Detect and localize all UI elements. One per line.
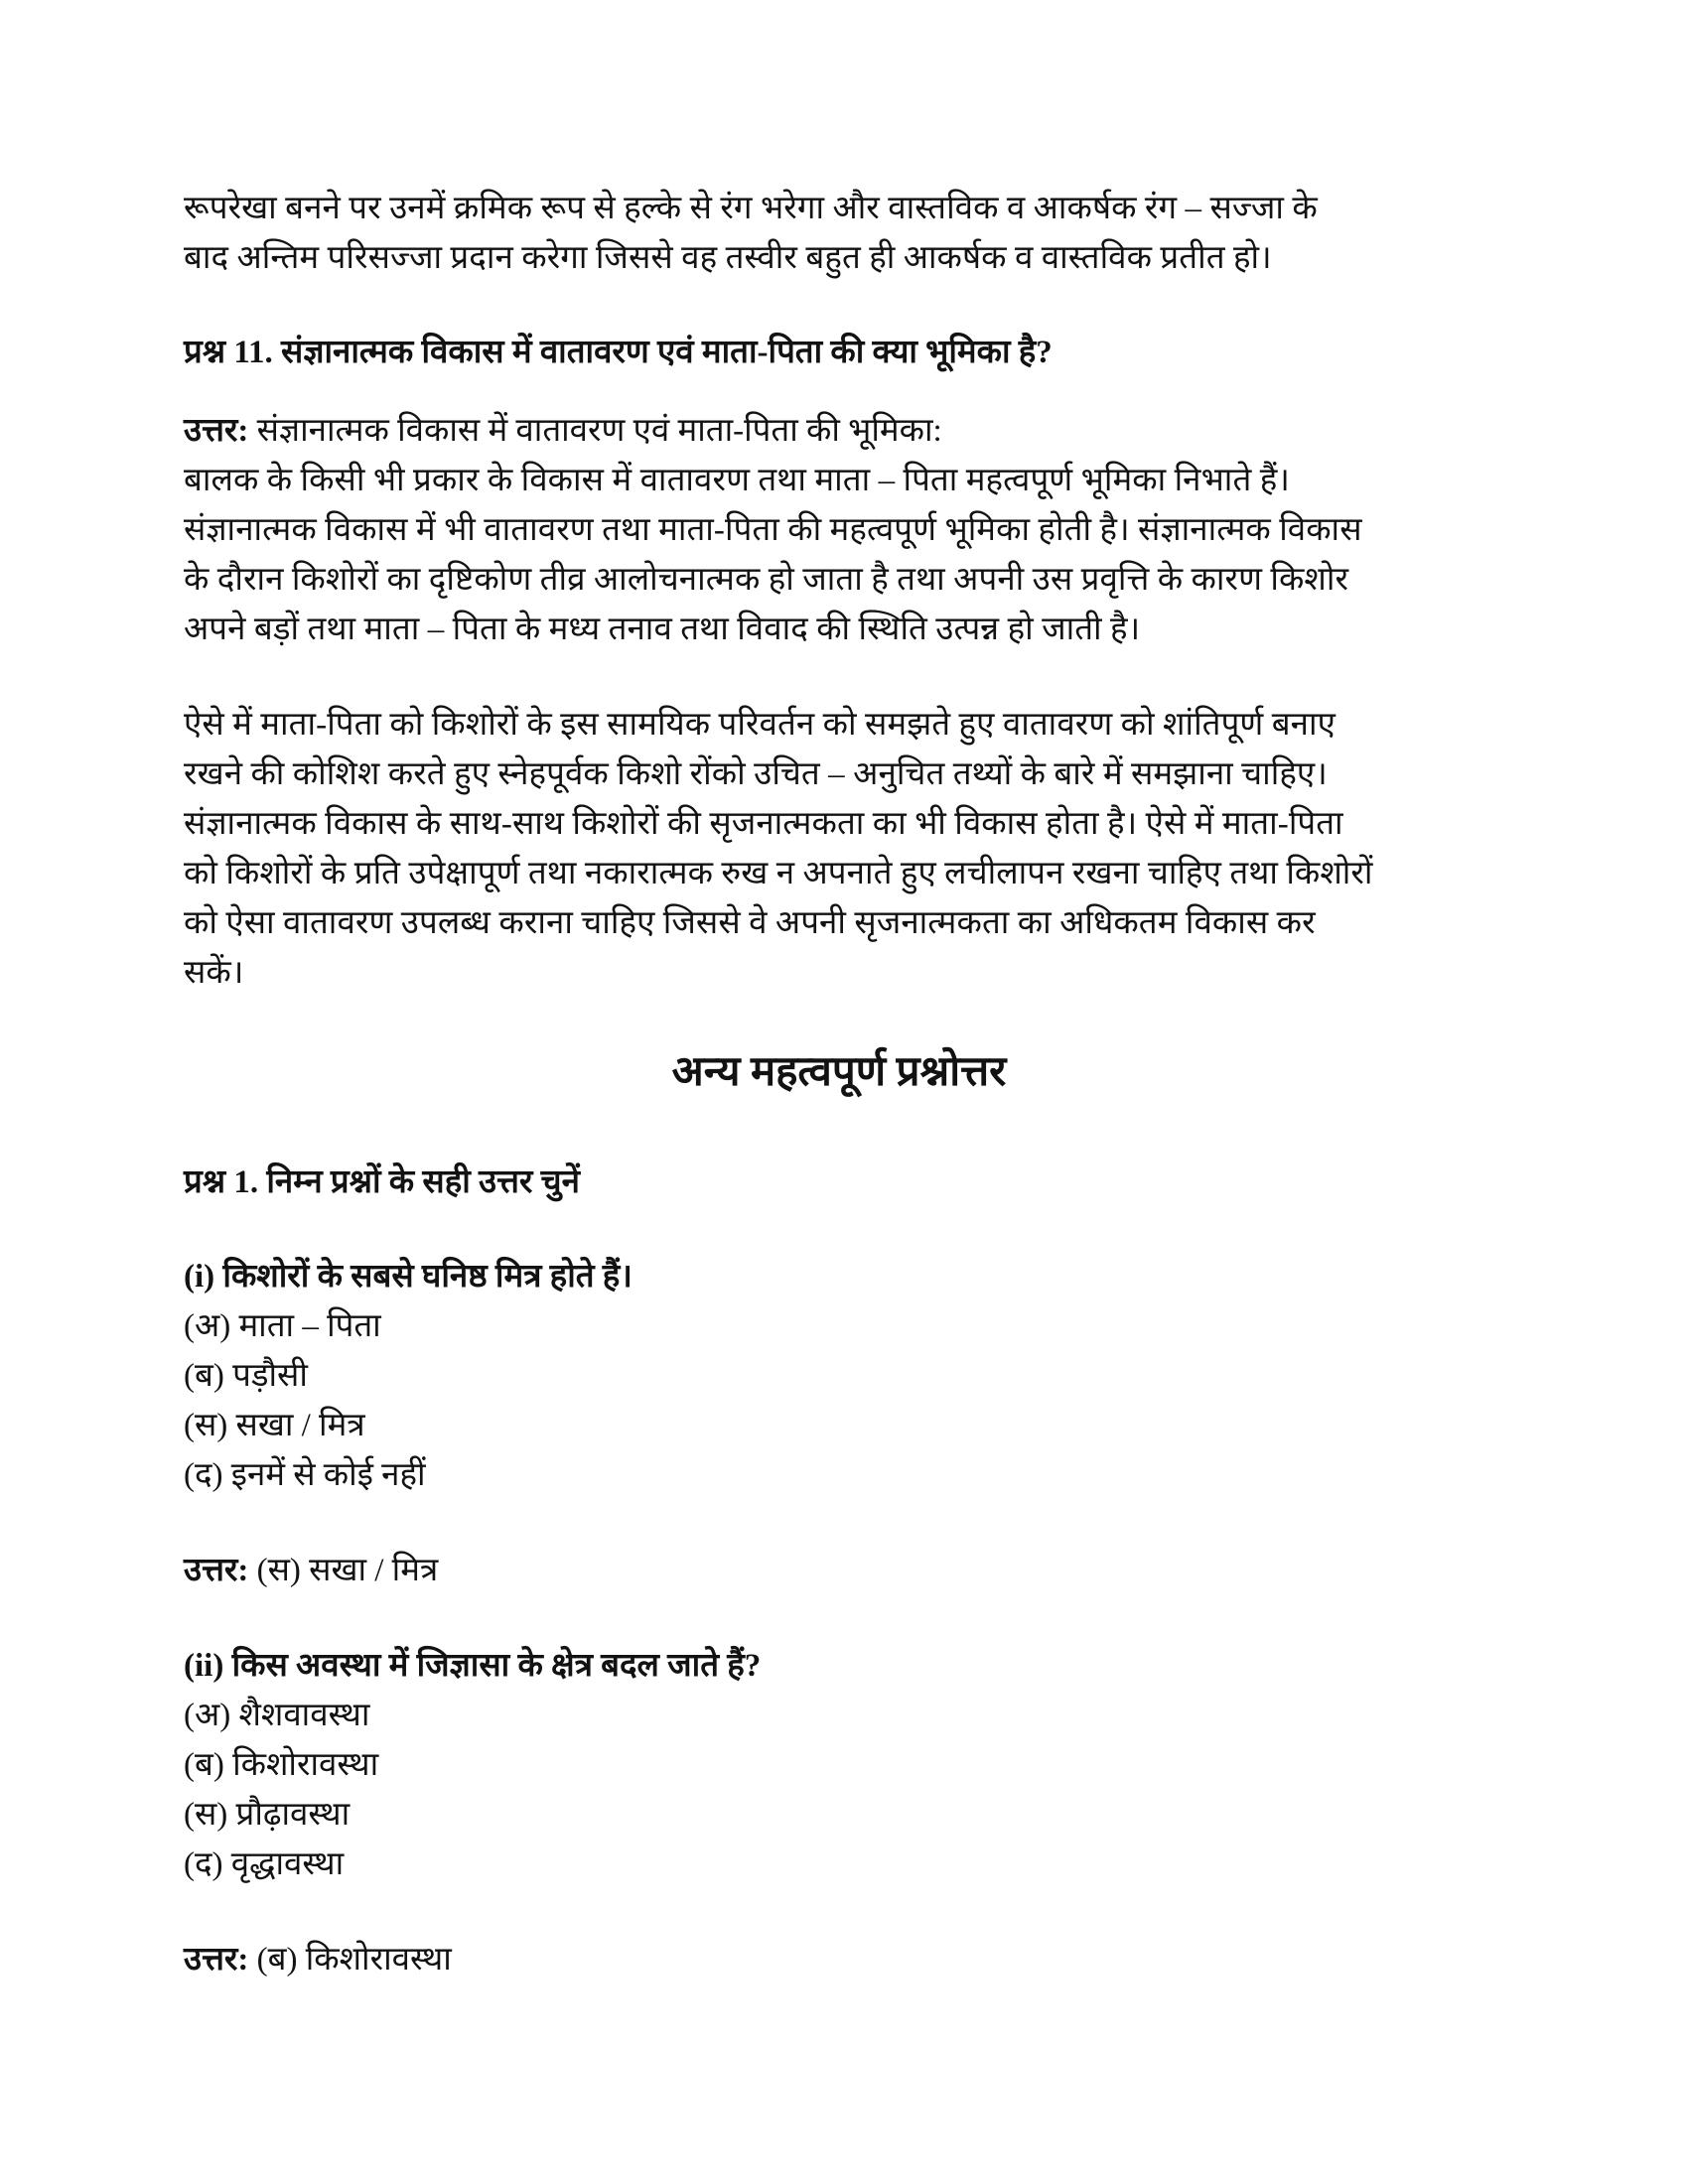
mcq-stem: (ii) किस अवस्था में जिज्ञासा के क्षेत्र बदल जाते हैं? [184,1648,762,1684]
mcq-option[interactable]: (ब) पड़ौसी [184,1358,308,1394]
mcq-option-list [184,1691,1494,1889]
paragraph-line: बालक के किसी भी प्रकार के विकास में वातावरण तथा माता – पिता महत्वपूर्ण भूमिका निभाते हैं। [184,463,1290,498]
answer-title: संज्ञानात्मक विकास में वातावरण एवं माता-पिता की भूमिका: [256,413,942,449]
mcq-option[interactable]: (ब) किशोरावस्था [184,1747,379,1783]
paragraph-line: को किशोरों के प्रति उपेक्षापूर्ण तथा नकारात्मक रुख न अपनाते हुए लचीलापन रखना चाहिए तथा किशोरों [184,856,1373,891]
question-11-answer-paragraph-2 [184,700,1494,998]
answer-label: उत्तर: [184,413,249,449]
mcq-stem: (i) किशोरों के सबसे घनिष्ठ मित्र होते हैं। [184,1259,633,1295]
spacer [184,1206,1494,1252]
paragraph-line: संज्ञानात्मक विकास के साथ-साथ किशोरों की सृजनात्मकता का भी विकास होता है। ऐसे में माता-पिता [184,806,1343,842]
question-11-answer-paragraph-1 [184,456,1494,654]
mcq-option[interactable]: (द) इनमें से कोई नहीं [184,1457,426,1493]
paragraph-line: सकें। [184,955,244,991]
paragraph-line: को ऐसा वातावरण उपलब्ध कराना चाहिए जिससे वे अपनी सृजनात्मकता का अधिकतम विकास कर [184,905,1316,941]
paragraph-line: ऐसे में माता-पिता को किशोरों के इस सामयिक परिवर्तन को समझते हुए वातावरण को शांतिपूर्ण बनाए [184,707,1336,743]
paragraph-line: संज्ञानात्मक विकास में भी वातावरण तथा माता-पिता की महत्वपूर्ण भूमिका होती है। संज्ञानात्मक विकास [184,512,1362,548]
mcq-answer-line [184,1546,1494,1595]
question-11-heading: प्रश्न 11. संज्ञानात्मक विकास में वातावरण एवं माता-पिता की क्या भूमिका है? [184,335,1053,370]
spacer [184,1101,1494,1159]
mcq-option[interactable]: (द) वृद्धावस्था [184,1846,345,1882]
mcq-option[interactable]: (अ) शैशवावस्था [184,1698,370,1733]
spacer [184,998,1494,1043]
answer-value: (ब) किशोरावस्था [256,1942,452,1978]
paragraph-line: रूपरेखा बनने पर उनमें क्रमिक रूप से हल्के से रंग भरेगा और वास्तविक व आकर्षक रंग – सज्जा के [184,191,1318,226]
spacer [184,1889,1494,1935]
document-body [184,184,1494,1984]
mcq-option[interactable]: (अ) माता – पिता [184,1308,381,1344]
answer-label: उत्तर: [184,1553,249,1588]
mcq-item [184,1641,1494,1984]
paragraph-line: रखने की कोशिश करते हुए स्नेहपूर्वक किशो रोंको उचित – अनुचित तथ्यों के बारे में समझाना चाहिए। [184,756,1328,792]
mcq-option[interactable]: (स) सखा / मित्र [184,1408,365,1443]
other-questions-section-title: अन्य महत्वपूर्ण प्रश्नोत्तर [671,1049,1007,1095]
paragraph-line: अपने बड़ों तथा माता – पिता के मध्य तनाव तथा विवाद की स्थिति उत्पन्न हो जाती है। [184,612,1141,647]
mcq-answer-line [184,1935,1494,1984]
spacer [184,654,1494,700]
question-1-heading: प्रश्न 1. निम्न प्रश्नों के सही उत्तर चुनें [184,1164,580,1200]
spacer [184,1500,1494,1546]
mcq-item [184,1252,1494,1595]
mcq-option[interactable]: (स) प्रौढ़ावस्था [184,1797,351,1833]
question-11-answer-title-line [184,406,1494,456]
paragraph-line: बाद अन्तिम परिसज्जा प्रदान करेगा जिससे वह तस्वीर बहुत ही आकर्षक व वास्तविक प्रतीत हो। [184,240,1272,276]
spacer [184,283,1494,329]
paragraph-line: के दौरान किशोरों का दृष्टिकोण तीव्र आलोचनात्मक हो जाता है तथा अपनी उस प्रवृत्ति के कारण किशोर [184,562,1349,598]
intro-paragraph [184,184,1494,283]
spacer [184,376,1494,406]
mcq-option-list [184,1301,1494,1500]
answer-label: उत्तर: [184,1942,249,1978]
answer-value: (स) सखा / मित्र [256,1553,439,1588]
spacer [184,1595,1494,1641]
